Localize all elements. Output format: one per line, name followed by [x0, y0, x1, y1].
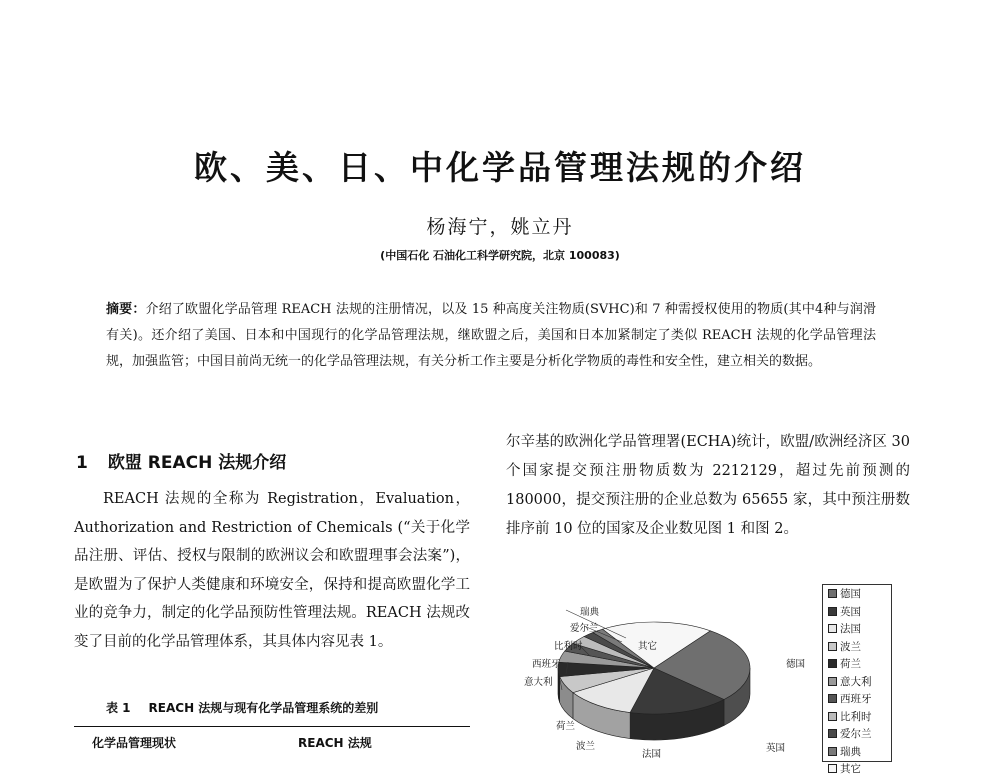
legend-item-荷兰 [823, 655, 891, 673]
abstract [106, 297, 876, 375]
legend-item-其它 [823, 760, 891, 778]
section-heading [76, 448, 286, 473]
pie-label-英国: 英国 [766, 743, 786, 754]
abstract-text: 介绍了欧盟化学品管理 REACH 法规的注册情况，以及 15 种高度关注物质(SVHC)和 7 种需授权使用的物质(其中4种与润滑有关)。还介绍了美国、日本和中国现行的化学品管理法规，继欧盟之后，美国和日本加紧制定了类似 REACH 法规的化学品管理法规，加强监管；中国目前尚无统一的化学品管理法规，有关分析工作主要是分析化学物质的毒性和安全性，建立相关的数据。 [106, 302, 876, 369]
pie-label-瑞典: 瑞典 [580, 607, 600, 618]
pie-chart [524, 590, 830, 760]
legend-swatch [828, 764, 837, 773]
legend-label: 西班牙 [840, 693, 872, 706]
legend-swatch [828, 694, 837, 703]
pie-label-其它: 其它 [638, 641, 658, 652]
legend-swatch [828, 589, 837, 598]
section-number: 1 [76, 453, 88, 473]
pie-label-意大利: 意大利 [524, 677, 553, 688]
table-caption-text: REACH 法规与现有化学品管理系统的差别 [148, 701, 379, 715]
legend-swatch [828, 659, 837, 668]
pie-label-爱尔兰: 爱尔兰 [570, 623, 599, 634]
legend-label: 瑞典 [840, 745, 861, 758]
pie-label-西班牙: 西班牙 [532, 659, 561, 670]
table-header-col2: REACH 法规 [298, 736, 372, 750]
legend-item-德国 [823, 585, 891, 603]
pie-label-德国: 德国 [786, 659, 806, 670]
pie-label-法国: 法国 [642, 749, 662, 760]
paper-title: 欧、美、日、中化学品管理法规的介绍 [194, 148, 806, 187]
pie-label-比利时: 比利时 [554, 641, 583, 652]
legend-swatch [828, 607, 837, 616]
table-caption [106, 699, 396, 716]
legend-item-瑞典 [823, 743, 891, 761]
section-title: 欧盟 REACH 法规介绍 [107, 453, 287, 473]
legend-swatch [828, 747, 837, 756]
legend-label: 其它 [840, 763, 861, 776]
legend-swatch [828, 729, 837, 738]
pie-label-荷兰: 荷兰 [556, 721, 576, 732]
table-header-col1: 化学品管理现状 [92, 736, 177, 750]
legend-item-法国 [823, 620, 891, 638]
legend-label: 英国 [840, 605, 861, 618]
legend-swatch [828, 642, 837, 651]
legend-label: 意大利 [840, 675, 872, 688]
chart-legend [822, 584, 892, 776]
pie-label-波兰: 波兰 [576, 741, 596, 752]
pie-chart-svg [530, 590, 830, 760]
authors: 杨海宁，姚立丹 [426, 216, 574, 238]
legend-label: 波兰 [840, 640, 861, 653]
affiliation: (中国石化 石油化工科学研究院，北京 100083) [380, 249, 620, 262]
legend-item-爱尔兰 [823, 725, 891, 743]
legend-label: 德国 [840, 588, 861, 601]
table-label: 表 1 [106, 701, 131, 715]
legend-swatch [828, 624, 837, 633]
left-column-paragraph: REACH 法规的全称为 Registration，Evaluation，Authorization and Restriction of Chemicals (“关于化学品注册、评估、授权与限制的欧洲议会和欧盟理事会法案”)，是欧盟为了保护人类健康和环境安全，保持和提高欧盟化学工业的竞争力，制定的化学品预防性管理法规。REACH 法规改变了目前的化学品管理体系，其具体内容见表 1。 [74, 491, 470, 650]
legend-item-意大利 [823, 673, 891, 691]
legend-label: 荷兰 [840, 658, 861, 671]
legend-label: 法国 [840, 623, 861, 636]
legend-label: 爱尔兰 [840, 728, 872, 741]
right-column-paragraph: 尔辛基的欧洲化学品管理署(ECHA)统计，欧盟/欧洲经济区 30 个国家提交预注册物质数为 2212129，超过先前预测的 180000，提交预注册的企业总数为 65655 家，其中预注册数排序前 10 位的国家及企业数见图 1 和图 2。 [506, 434, 910, 537]
legend-item-英国 [823, 603, 891, 621]
legend-label: 比利时 [840, 710, 872, 723]
legend-item-比利时 [823, 708, 891, 726]
legend-swatch [828, 677, 837, 686]
table-top-rule [74, 726, 470, 727]
legend-swatch [828, 712, 837, 721]
abstract-label: 摘要： [106, 302, 146, 317]
legend-item-西班牙 [823, 690, 891, 708]
legend-item-波兰 [823, 638, 891, 656]
